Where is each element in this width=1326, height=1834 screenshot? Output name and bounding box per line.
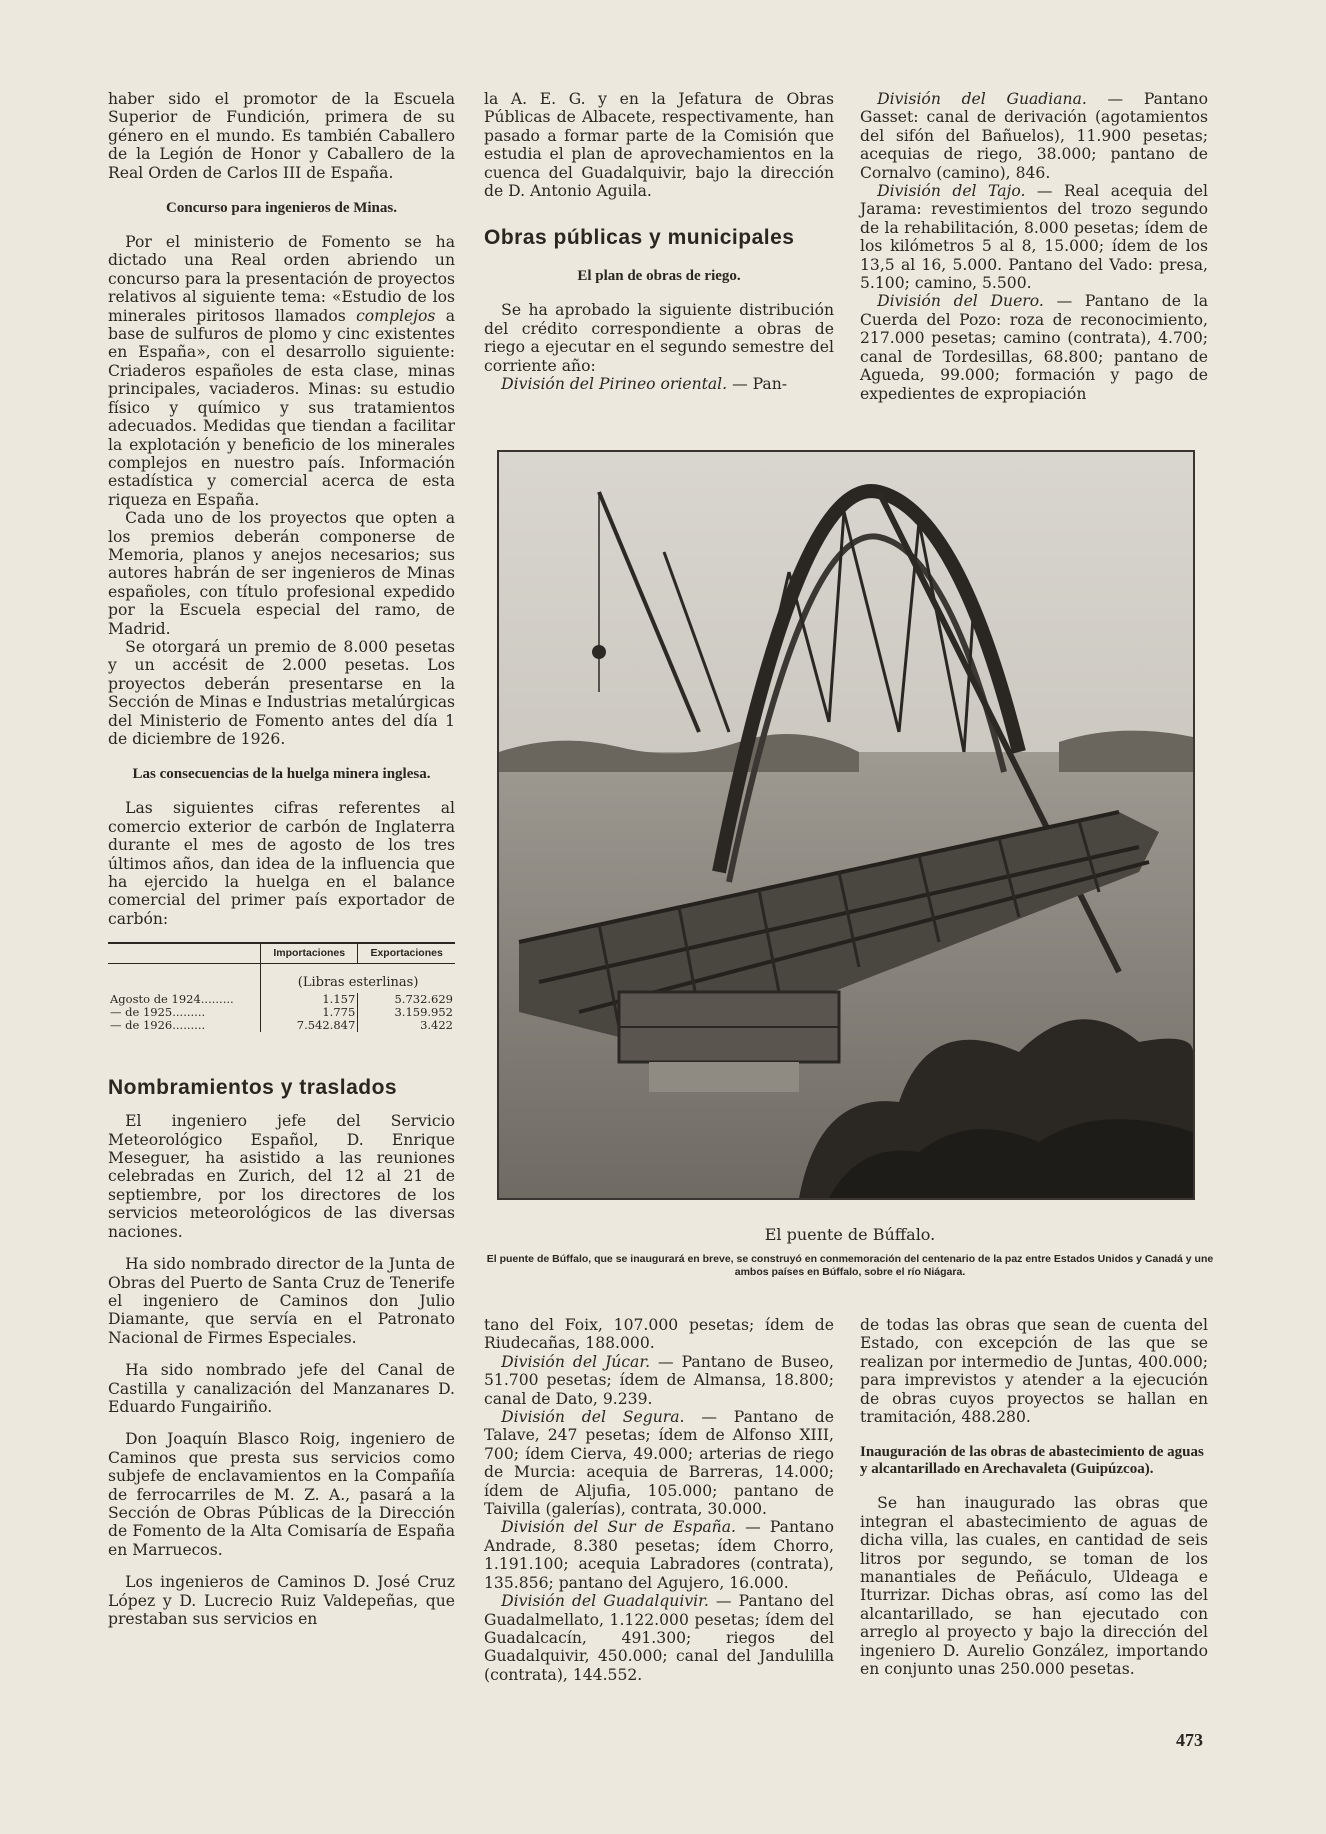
paragraph: División del Pirineo oriental. — Pan- [501,375,788,394]
paragraph: Se otorgará un premio de 8.000 pesetas y un accésit de 2.000 pesetas. Los proyectos deberán presentarse en la Sección de Minas e Industrias metalúrgicas del Ministerio de Fomento antes del día 1 de diciembre de 1926. [108,637,455,748]
column-2-bottom [484,1316,834,1684]
paragraph: de todas las obras que sean de cuenta del Estado, con excepción de las que se realizan por intermedio de Juntas, 400.000; para imprevistos y atender a la ejecución de obras cuyos proyectos se hallan en tramitación, 488.280. [860,1316,1208,1427]
paragraph: Los ingenieros de Caminos D. José Cruz López y D. Lucrecio Ruiz Valdepeñas, que prestaban sus servicios en [108,1573,455,1628]
column-3-top [860,90,1208,403]
paragraph: Cada uno de los proyectos que opten a los premios deberán componerse de Memoria, planos y anejos necesarios; sus autores habrán de ser ingenieros de Minas españoles, con título profesional expedido por la Escuela especial del ramo, de Madrid. [108,509,455,638]
paragraph: El ingeniero jefe del Servicio Meteorológico Español, D. Enrique Meseguer, ha asistido a las reuniones celebradas en Zurich, del 12 al 21 de septiembre, por los directores de los servicios meteorológicos de las diversas naciones. [108,1112,455,1241]
paragraph: Se han inaugurado las obras que integran el abastecimiento de aguas de dicha villa, las cuales, en cantidad de seis litros por segundo, se toman de los manantiales de Peñáculo, Uldeaga e Iturrizar. Dichas obras, así como las del alcantarillado, se han ejecutado con arreglo al proyecto y bajo la dirección del ingeniero D. Aurelio González, importando en conjunto unas 250.000 pesetas. [860,1494,1208,1679]
figure-caption: El puente de Búffalo, que se inaugurará en breve, se construyó en conmemoración del centenario de la paz entre Estados Unidos y Canadá y une ambos países en Búffalo, sobre el río Niágara. [486,1253,1214,1278]
paragraph: haber sido el promotor de la Escuela Superior de Fundición, primera de su género en el mundo. Es también Caballero de la Legión de Honor y Caballero de la Real Orden de Carlos III de España. [108,90,455,182]
paragraph: División del Guadalquivir. — Pantano del Guadalmellato, 1.122.000 pesetas; ídem del Guadalcacín, 491.300; riegos del Guadalquivir, 450.000; canal del Jandulilla (contrata), 144.552. [484,1592,834,1684]
heading-obras-publicas: Obras públicas y municipales [484,226,795,250]
subheading-plan-riego: El plan de obras de riego. [577,268,741,285]
heading-nombramientos: Nombramientos y traslados [108,1076,398,1100]
paragraph: División del Duero. — Pantano de la Cuerda del Pozo: roza de reconocimiento, 217.000 pesetas; camino (contrata), 4.700; canal de Tordesillas, 68.800; pantano de Agueda, 99.000; formación y pago de expedientes de expropiación [860,292,1208,403]
paragraph: División del Sur de España. — Pantano Andrade, 8.380 pesetas; ídem Chorro, 1.191.100; acequia Labradores (contrata), 135.856; pantano del Agujero, 16.000. [484,1518,834,1592]
paragraph: Don Joaquín Blasco Roig, ingeniero de Caminos que presta sus servicios como subjefe de enclavamientos en la Compañía de ferrocarriles de M. Z. A., pasará a la Sección de Obras Públicas de la Dirección de Fomento de la Alta Comisaría de España en Marruecos. [108,1430,455,1559]
paragraph: Por el ministerio de Fomento se ha dictado una Real orden abriendo un concurso para la presentación de proyectos relativos al siguiente tema: «Estudio de los minerales piritosos llamados complejos a base de sulfuros de plomo y cinc existentes en España», con el desarrollo siguiente: Criaderos españoles de esta clase, minas principales, vaciaderos. Minas: su estudio físico y químico y sus tratamientos adecuados. Medidas que tiendan a facilitar la explotación y beneficio de los minerales complejos en nuestro país. Información estadística y comercial acerca de esta riqueza en España. [108,233,455,509]
paragraph: tano del Foix, 107.000 pesetas; ídem de Riudecañas, 188.000. [484,1316,834,1353]
paragraph: Ha sido nombrado jefe del Canal de Castilla y canalización del Manzanares D. Eduardo Fungairiño. [108,1361,455,1416]
paragraph: Las siguientes cifras referentes al comercio exterior de carbón de Inglaterra durante el mes de agosto de los tres últimos años, dan idea de la influencia que ha ejercido la huelga en el balance comercial del primer país exportador de carbón: [108,799,455,928]
table-header-exports: Exportaciones [358,943,455,964]
bridge-illustration [499,452,1193,1198]
bridge-photo [497,450,1195,1200]
subheading-huelga: Las consecuencias de la huelga minera inglesa. [132,766,431,783]
paragraph: División del Segura. — Pantano de Talave, 247 pesetas; ídem de Alfonso XIII, 700; ídem Cierva, 49.000; arterias de riego de Murcia: acequia de Barreras, 14.000; ídem de Aljufia, 105.000; pantano de Taivilla (galerías), contrata, 30.000. [484,1408,834,1519]
coal-trade-table [108,942,455,1032]
table-row: — de 1925......... 1.775 3.159.952 [110,1005,453,1020]
column-3-bottom [860,1316,1208,1679]
paragraph: División del Guadiana. — Pantano Gasset: canal de derivación (agotamientos del sifón del Bañuelos), 11.900 pesetas; acequias de riego, 38.000; pantano de Cornalvo (camino), 846. [860,90,1208,182]
page-number: 473 [1176,1730,1203,1750]
paragraph: la A. E. G. y en la Jefatura de Obras Públicas de Albacete, respectivamente, han pasado a formar parte de la Comisión que estudia el plan de aprovechamientos en la cuenca del Guadalquivir, bajo la dirección de D. Antonio Aguila. [484,90,834,201]
column-2-top [484,90,834,393]
table-row: Agosto de 1924......... 1.157 5.732.629 [110,992,453,1007]
subheading-concurso: Concurso para ingenieros de Minas. [166,200,397,217]
figure-title: El puente de Búffalo. [764,1225,936,1244]
column-1 [108,90,455,1628]
table-header-imports: Importaciones [261,943,358,964]
paragraph: División del Júcar. — Pantano de Buseo, 51.700 pesetas; ídem de Almansa, 18.800; canal de Dato, 9.239. [484,1352,835,1408]
subheading-arechavaleta: Inauguración de las obras de abastecimiento de aguas y alcantarillado en Arechavaleta (Guipúzcoa). [860,1444,1204,1478]
paragraph: División del Tajo. — Real acequia del Jarama: revestimientos del trozo segundo de la rehabilitación, 8.000 pesetas; ídem de los kilómetros 5 al 8, 15.000; ídem de los 13,5 al 16, 5.000. Pantano del Vado: presa, 5.100; camino, 5.500. [860,182,1208,293]
paragraph: Ha sido nombrado director de la Junta de Obras del Puerto de Santa Cruz de Tenerife el ingeniero de Caminos don Julio Diamante, que servía en el Patronato Nacional de Firmes Especiales. [108,1255,455,1347]
paragraph: Se ha aprobado la siguiente distribución del crédito correspondiente a obras de riego a ejecutar en el segundo semestre del corriente año: [484,301,834,375]
table-row: — de 1926......... 7.542.847 3.422 [110,1018,453,1033]
table-unit: (Libras esterlinas) [261,964,455,994]
